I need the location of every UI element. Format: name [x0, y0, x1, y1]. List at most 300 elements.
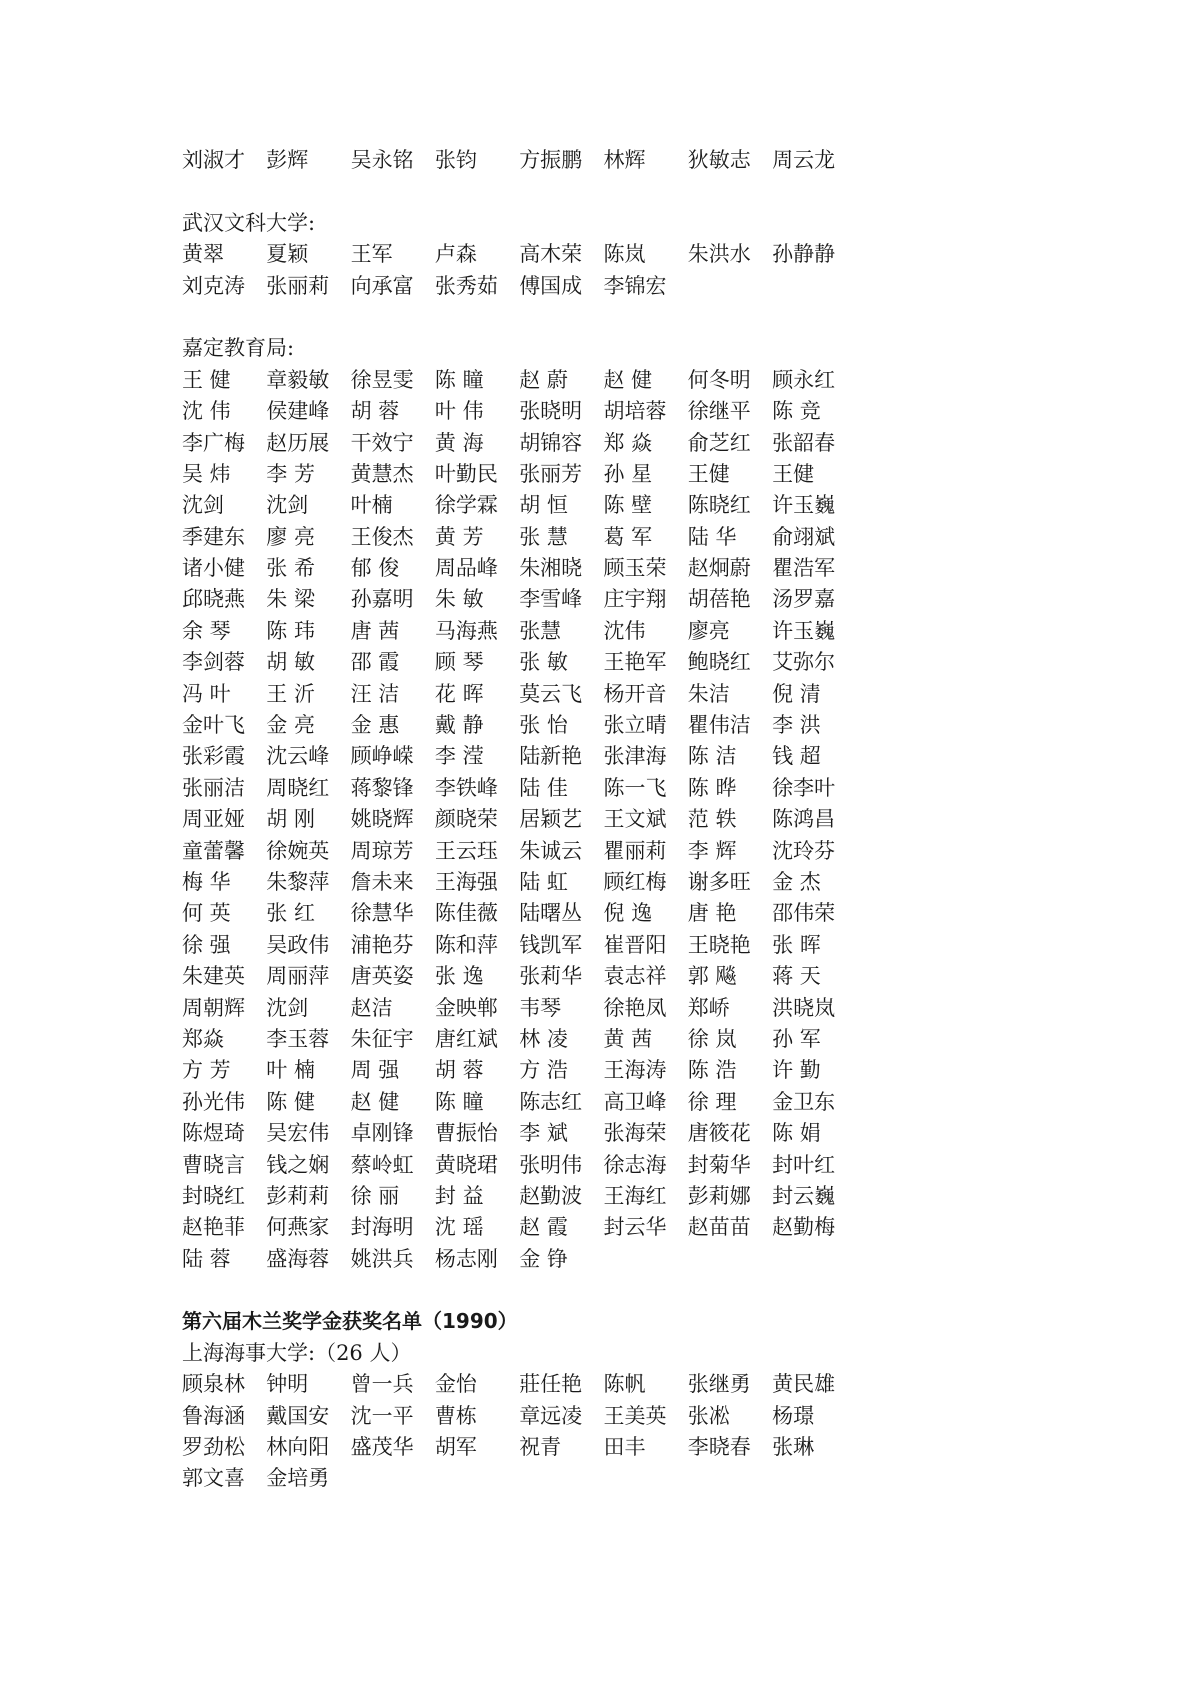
name-cell: 陈 玮 — [266, 618, 315, 643]
name-cell: 郑焱 — [182, 1026, 224, 1051]
name-cell: 钟明 — [266, 1372, 309, 1397]
name-row — [182, 993, 1032, 1024]
name-row — [182, 1118, 1032, 1149]
name-cell: 童蕾馨 — [182, 838, 245, 863]
name-cell: 张莉华 — [519, 964, 583, 989]
name-cell: 陈晓红 — [687, 493, 751, 518]
name-cell: 陈 瞳 — [434, 367, 484, 392]
name-cell: 艾弥尔 — [772, 650, 836, 675]
name-cell: 周亚娅 — [182, 807, 245, 832]
name-cell: 张津海 — [603, 744, 667, 769]
name-cell: 唐 茜 — [350, 618, 400, 643]
name-cell: 鲍晓红 — [687, 650, 751, 675]
name-row — [182, 459, 1032, 490]
name-cell: 赵 霞 — [519, 1215, 568, 1240]
name-row — [182, 741, 1032, 772]
name-cell: 金 惠 — [350, 713, 400, 738]
name-cell: 朱征宇 — [350, 1026, 414, 1051]
name-cell: 俞芝红 — [687, 430, 751, 455]
name-cell: 赵炯蔚 — [687, 556, 751, 581]
name-cell: 徐婉英 — [266, 838, 330, 863]
name-cell: 朱湘晓 — [519, 556, 583, 581]
name-cell: 张彩霞 — [182, 744, 245, 769]
name-row — [182, 616, 1032, 647]
name-cell: 方 芳 — [182, 1058, 231, 1083]
name-cell: 陆 佳 — [519, 775, 568, 800]
name-cell: 张 红 — [266, 901, 315, 926]
name-row — [182, 553, 1032, 584]
name-cell: 王健 — [772, 461, 815, 486]
name-cell: 王军 — [350, 242, 393, 267]
name-cell: 陈岚 — [603, 242, 646, 267]
spacer — [182, 302, 1032, 333]
name-cell: 张丽洁 — [182, 775, 245, 800]
name-cell: 张继勇 — [687, 1372, 751, 1397]
name-cell: 浦艳芬 — [350, 932, 414, 957]
name-cell: 陆 华 — [687, 524, 737, 549]
name-cell: 吴政伟 — [266, 932, 330, 957]
name-cell: 徐 丽 — [350, 1183, 400, 1208]
name-cell: 杨开音 — [603, 681, 667, 706]
name-cell: 王健 — [687, 461, 730, 486]
name-cell: 李 洪 — [772, 713, 821, 738]
name-cell: 郭 飚 — [687, 964, 737, 989]
name-cell: 祝青 — [519, 1435, 562, 1460]
name-cell: 周晓红 — [266, 775, 330, 800]
name-cell: 孙 军 — [772, 1026, 821, 1051]
name-cell: 周 强 — [350, 1058, 400, 1083]
name-row — [182, 930, 1032, 961]
name-cell: 王海红 — [603, 1183, 667, 1208]
name-cell: 许玉巍 — [772, 493, 836, 518]
name-cell: 汪 洁 — [350, 681, 400, 706]
name-cell: 吴宏伟 — [266, 1121, 330, 1146]
name-cell: 章毅敏 — [266, 367, 330, 392]
name-cell: 李玉蓉 — [266, 1026, 330, 1051]
name-cell: 唐红斌 — [434, 1026, 498, 1051]
name-cell: 吴 炜 — [182, 461, 231, 486]
name-cell: 陆新艳 — [519, 744, 583, 769]
name-cell: 黄晓珺 — [434, 1152, 498, 1177]
name-cell: 周品峰 — [434, 556, 498, 581]
name-cell: 王 健 — [182, 367, 231, 392]
name-cell: 沈 伟 — [182, 399, 231, 424]
name-cell: 陆 蓉 — [182, 1246, 231, 1271]
name-cell: 曹晓言 — [182, 1152, 245, 1177]
name-cell: 沈一平 — [350, 1403, 414, 1428]
name-cell: 林 凌 — [519, 1026, 568, 1051]
name-cell: 周云龙 — [772, 148, 836, 172]
name-cell: 刘淑才 — [182, 148, 245, 172]
name-cell: 叶 楠 — [266, 1058, 315, 1083]
name-cell: 徐学霖 — [434, 493, 498, 518]
name-cell: 梅 华 — [182, 869, 231, 894]
name-cell: 胡 刚 — [266, 807, 315, 832]
name-cell: 何燕家 — [266, 1215, 330, 1240]
name-cell: 戴 静 — [434, 713, 484, 738]
name-cell: 曹振怡 — [434, 1121, 498, 1146]
name-row — [182, 428, 1032, 459]
name-cell: 陈 娟 — [772, 1121, 821, 1146]
name-cell: 黄慧杰 — [350, 461, 414, 486]
name-cell: 钱之娴 — [266, 1152, 330, 1177]
name-cell: 季建东 — [182, 524, 245, 549]
name-cell: 徐 强 — [182, 932, 231, 957]
name-row — [182, 773, 1032, 804]
name-cell: 钱凯军 — [519, 932, 583, 957]
name-cell: 郑峤 — [687, 995, 730, 1020]
name-cell: 廖 亮 — [266, 524, 315, 549]
name-cell: 唐 艳 — [687, 901, 737, 926]
name-cell: 郁 俊 — [350, 556, 400, 581]
name-row — [182, 1369, 1032, 1400]
name-cell: 吴永铭 — [350, 148, 414, 172]
name-cell: 居颖艺 — [519, 807, 583, 832]
name-cell: 许玉巍 — [772, 618, 836, 643]
name-cell: 赵勤梅 — [772, 1215, 836, 1240]
name-row — [182, 647, 1032, 678]
name-cell: 赵艳菲 — [182, 1215, 245, 1240]
name-cell: 朱 敏 — [434, 587, 484, 612]
name-cell: 孙 星 — [603, 461, 653, 486]
name-cell: 冯 叶 — [182, 681, 231, 706]
name-cell: 郑 焱 — [603, 430, 653, 455]
name-row — [182, 1087, 1032, 1118]
spacer — [182, 1275, 1032, 1306]
name-cell: 盛茂华 — [350, 1435, 414, 1460]
name-cell: 邵伟荣 — [772, 901, 836, 926]
name-cell: 朱黎萍 — [266, 869, 330, 894]
section-label: 嘉定教育局: — [182, 336, 295, 361]
name-cell: 张秀茹 — [434, 273, 498, 298]
name-cell: 李 芳 — [266, 461, 315, 486]
name-cell: 叶 伟 — [434, 399, 484, 424]
name-cell: 李 斌 — [519, 1121, 568, 1146]
name-cell: 李晓春 — [687, 1435, 751, 1460]
name-row — [182, 239, 1032, 270]
name-cell: 李 辉 — [687, 838, 737, 863]
name-cell: 邵 霞 — [350, 650, 400, 675]
name-cell: 陈和萍 — [434, 932, 498, 957]
name-cell: 林向阳 — [266, 1435, 330, 1460]
name-cell: 瞿丽莉 — [603, 838, 667, 863]
name-cell: 陈 洁 — [687, 744, 737, 769]
name-cell: 陈帆 — [603, 1372, 646, 1397]
name-row — [182, 271, 1032, 302]
name-cell: 杨璟 — [772, 1403, 815, 1428]
name-cell: 何冬明 — [687, 367, 751, 392]
name-cell: 张立晴 — [603, 713, 667, 738]
name-cell: 倪 逸 — [603, 901, 653, 926]
name-cell: 张 希 — [266, 556, 315, 581]
name-cell: 陆 虹 — [519, 869, 568, 894]
name-cell: 封 益 — [434, 1183, 484, 1208]
name-cell: 曾一兵 — [350, 1372, 414, 1397]
name-cell: 詹未来 — [350, 869, 414, 894]
name-cell: 李锦宏 — [603, 273, 667, 298]
name-row — [182, 961, 1032, 992]
name-cell: 李 滢 — [434, 744, 484, 769]
name-cell: 韦琴 — [519, 995, 562, 1020]
name-cell: 周琼芳 — [350, 838, 414, 863]
name-cell: 杨志刚 — [434, 1246, 498, 1271]
name-cell: 林辉 — [603, 148, 646, 172]
name-cell: 沈伟 — [603, 618, 646, 643]
name-cell: 高木荣 — [519, 242, 583, 267]
name-cell: 周丽萍 — [266, 964, 330, 989]
name-cell: 侯建峰 — [266, 399, 330, 424]
name-cell: 陈鸿昌 — [772, 807, 836, 832]
name-cell: 许 勤 — [772, 1058, 821, 1083]
name-cell: 顾泉林 — [182, 1372, 245, 1397]
name-cell: 张韶春 — [772, 430, 836, 455]
name-cell: 王海强 — [434, 869, 498, 894]
name-cell: 封云华 — [603, 1215, 667, 1240]
name-cell: 封云巍 — [772, 1183, 836, 1208]
name-row — [182, 804, 1032, 835]
name-cell: 叶勤民 — [434, 461, 498, 486]
name-cell: 张凇 — [687, 1403, 730, 1428]
name-cell: 顾红梅 — [603, 869, 667, 894]
name-cell: 赵 蔚 — [519, 367, 568, 392]
name-cell: 朱诚云 — [519, 838, 583, 863]
name-cell: 陈 壁 — [603, 493, 653, 518]
name-list-content — [182, 145, 1032, 1495]
name-cell: 李广梅 — [182, 430, 245, 455]
name-row — [182, 1432, 1032, 1463]
name-cell: 徐昱雯 — [350, 367, 414, 392]
name-cell: 瞿浩军 — [772, 556, 836, 581]
name-row — [182, 584, 1032, 615]
name-cell: 顾永红 — [772, 367, 836, 392]
name-cell: 黄翠 — [182, 242, 224, 267]
name-cell: 徐继平 — [687, 399, 751, 424]
name-row — [182, 1401, 1032, 1432]
name-row — [182, 396, 1032, 427]
name-cell: 张丽莉 — [266, 273, 330, 298]
name-cell: 瞿伟洁 — [687, 713, 751, 738]
name-cell: 蒋 天 — [772, 964, 821, 989]
section-label: 上海海事大学:（26 人） — [182, 1340, 412, 1365]
name-cell: 金 亮 — [266, 713, 315, 738]
name-cell: 金 杰 — [772, 869, 821, 894]
name-cell: 李剑蓉 — [182, 650, 245, 675]
name-cell: 陈 晔 — [687, 775, 737, 800]
name-cell: 金培勇 — [266, 1466, 330, 1491]
name-cell: 沈剑 — [266, 493, 309, 518]
name-cell: 徐慧华 — [350, 901, 414, 926]
name-row — [182, 1212, 1032, 1243]
name-cell: 方振鹏 — [519, 148, 583, 172]
name-cell: 胡 恒 — [519, 493, 568, 518]
name-cell: 章远凌 — [519, 1403, 583, 1428]
name-cell: 金卫东 — [772, 1089, 836, 1114]
name-cell: 邱晓燕 — [182, 587, 245, 612]
name-cell: 张琳 — [772, 1435, 815, 1460]
name-cell: 王俊杰 — [350, 524, 414, 549]
name-cell: 范 轶 — [687, 807, 737, 832]
name-cell: 胡 蓉 — [434, 1058, 484, 1083]
name-cell: 陈 瞳 — [434, 1089, 484, 1114]
name-cell: 方 浩 — [519, 1058, 568, 1083]
name-cell: 赵勤波 — [519, 1183, 583, 1208]
name-cell: 孙光伟 — [182, 1089, 245, 1114]
name-cell: 马海燕 — [434, 618, 498, 643]
name-cell: 唐英姿 — [350, 964, 414, 989]
name-cell: 王云珏 — [434, 838, 498, 863]
name-cell: 张海荣 — [603, 1121, 667, 1146]
name-cell: 金怡 — [434, 1372, 477, 1397]
name-cell: 徐李叶 — [772, 775, 836, 800]
name-cell: 高卫峰 — [603, 1089, 667, 1114]
name-cell: 花 晖 — [434, 681, 484, 706]
name-cell: 胡军 — [434, 1435, 477, 1460]
name-cell: 莊任艳 — [519, 1372, 583, 1397]
name-cell: 赵历展 — [266, 430, 330, 455]
name-row — [182, 490, 1032, 521]
name-row — [182, 1150, 1032, 1181]
name-cell: 卢森 — [434, 242, 477, 267]
name-cell: 钱 超 — [772, 744, 821, 769]
name-cell: 张 怡 — [519, 713, 568, 738]
name-cell: 王 沂 — [266, 681, 315, 706]
name-cell: 王文斌 — [603, 807, 667, 832]
name-cell: 王艳军 — [603, 650, 667, 675]
name-cell: 姚晓辉 — [350, 807, 414, 832]
name-cell: 曹栋 — [434, 1403, 477, 1428]
name-cell: 唐筱花 — [687, 1121, 751, 1146]
name-cell: 彭辉 — [266, 148, 309, 172]
name-cell: 袁志祥 — [603, 964, 667, 989]
name-cell: 陈 浩 — [687, 1058, 737, 1083]
name-cell: 张明伟 — [519, 1152, 583, 1177]
name-cell: 陈一飞 — [603, 775, 667, 800]
name-cell: 王晓艳 — [687, 932, 751, 957]
name-row — [182, 522, 1032, 553]
name-cell: 郭文喜 — [182, 1466, 245, 1491]
name-cell: 沈剑 — [266, 995, 309, 1020]
name-cell: 金 铮 — [519, 1246, 568, 1271]
name-cell: 赵苗苗 — [687, 1215, 751, 1240]
name-cell: 徐志海 — [603, 1152, 667, 1177]
name-cell: 庄宇翔 — [603, 587, 667, 612]
name-cell: 刘克涛 — [182, 273, 245, 298]
name-cell: 傅国成 — [519, 273, 583, 298]
name-cell: 崔晋阳 — [603, 932, 667, 957]
name-cell: 卓刚锋 — [350, 1121, 414, 1146]
name-cell: 张慧 — [519, 618, 562, 643]
name-cell: 孙静静 — [772, 242, 836, 267]
name-cell: 徐艳凤 — [603, 995, 667, 1020]
name-row — [182, 1181, 1032, 1212]
name-cell: 汤罗嘉 — [772, 587, 836, 612]
name-row — [182, 867, 1032, 898]
name-cell: 朱洪水 — [687, 242, 751, 267]
name-cell: 王海涛 — [603, 1058, 667, 1083]
name-cell: 胡蓓艳 — [687, 587, 751, 612]
name-cell: 顾峥嵘 — [350, 744, 414, 769]
name-cell: 徐 岚 — [687, 1026, 737, 1051]
name-cell: 黄 芳 — [434, 524, 484, 549]
name-cell: 赵 健 — [350, 1089, 400, 1114]
name-cell: 张丽芳 — [519, 461, 583, 486]
name-cell: 李雪峰 — [519, 587, 583, 612]
name-cell: 倪 清 — [772, 681, 821, 706]
name-cell: 封菊华 — [687, 1152, 751, 1177]
name-cell: 俞翊斌 — [772, 524, 836, 549]
name-cell: 颜晓荣 — [434, 807, 498, 832]
name-cell: 沈云峰 — [266, 744, 330, 769]
name-cell: 陈 健 — [266, 1089, 315, 1114]
name-cell: 朱洁 — [687, 681, 730, 706]
name-cell: 封海明 — [350, 1215, 414, 1240]
name-cell: 黄 茜 — [603, 1026, 653, 1051]
name-cell: 蒋黎锋 — [350, 775, 414, 800]
name-cell: 顾 琴 — [434, 650, 484, 675]
name-cell: 胡锦容 — [519, 430, 583, 455]
name-cell: 盛海蓉 — [266, 1246, 330, 1271]
name-cell: 胡 敏 — [266, 650, 315, 675]
name-cell: 姚洪兵 — [350, 1246, 414, 1271]
name-cell: 鲁海涵 — [182, 1403, 245, 1428]
name-cell: 干效宁 — [350, 430, 414, 455]
name-cell: 夏颖 — [266, 242, 309, 267]
name-cell: 黄 海 — [434, 430, 484, 455]
name-cell: 赵洁 — [350, 995, 393, 1020]
name-row — [182, 710, 1032, 741]
name-row — [182, 679, 1032, 710]
name-cell: 叶楠 — [350, 493, 393, 518]
name-cell: 张晓明 — [519, 399, 583, 424]
name-cell: 谢多旺 — [687, 869, 751, 894]
name-cell: 罗劲松 — [182, 1435, 245, 1460]
name-cell: 张 逸 — [434, 964, 484, 989]
name-cell: 金叶飞 — [182, 713, 245, 738]
name-cell: 胡培蓉 — [603, 399, 667, 424]
name-cell: 何 英 — [182, 901, 231, 926]
name-cell: 封晓红 — [182, 1183, 245, 1208]
section-heading: 第六届木兰奖学金获奖名单（1990） — [182, 1309, 518, 1334]
name-cell: 彭莉莉 — [266, 1183, 330, 1208]
name-cell: 沈剑 — [182, 493, 224, 518]
name-cell: 沈玲芬 — [772, 838, 836, 863]
name-cell: 孙嘉明 — [350, 587, 414, 612]
name-cell: 廖亮 — [687, 618, 730, 643]
name-row — [182, 1463, 1032, 1494]
name-row — [182, 1024, 1032, 1055]
name-row — [182, 145, 1032, 176]
name-cell: 张 晖 — [772, 932, 821, 957]
name-cell: 周朝辉 — [182, 995, 245, 1020]
name-cell: 王美英 — [603, 1403, 667, 1428]
name-row — [182, 1244, 1032, 1275]
name-cell: 金映郸 — [434, 995, 498, 1020]
name-cell: 葛 军 — [603, 524, 653, 549]
name-cell: 陈 竞 — [772, 399, 821, 424]
name-cell: 陆曙丛 — [519, 901, 583, 926]
section-label: 武汉文科大学: — [182, 210, 316, 235]
spacer — [182, 176, 1032, 207]
name-cell: 诸小健 — [182, 556, 245, 581]
name-cell: 莫云飞 — [519, 681, 583, 706]
name-cell: 顾玉荣 — [603, 556, 667, 581]
name-cell: 彭莉娜 — [687, 1183, 751, 1208]
name-cell: 黄民雄 — [772, 1372, 836, 1397]
name-row — [182, 836, 1032, 867]
name-cell: 张 敏 — [519, 650, 568, 675]
name-row — [182, 898, 1032, 929]
name-cell: 陈佳薇 — [434, 901, 498, 926]
